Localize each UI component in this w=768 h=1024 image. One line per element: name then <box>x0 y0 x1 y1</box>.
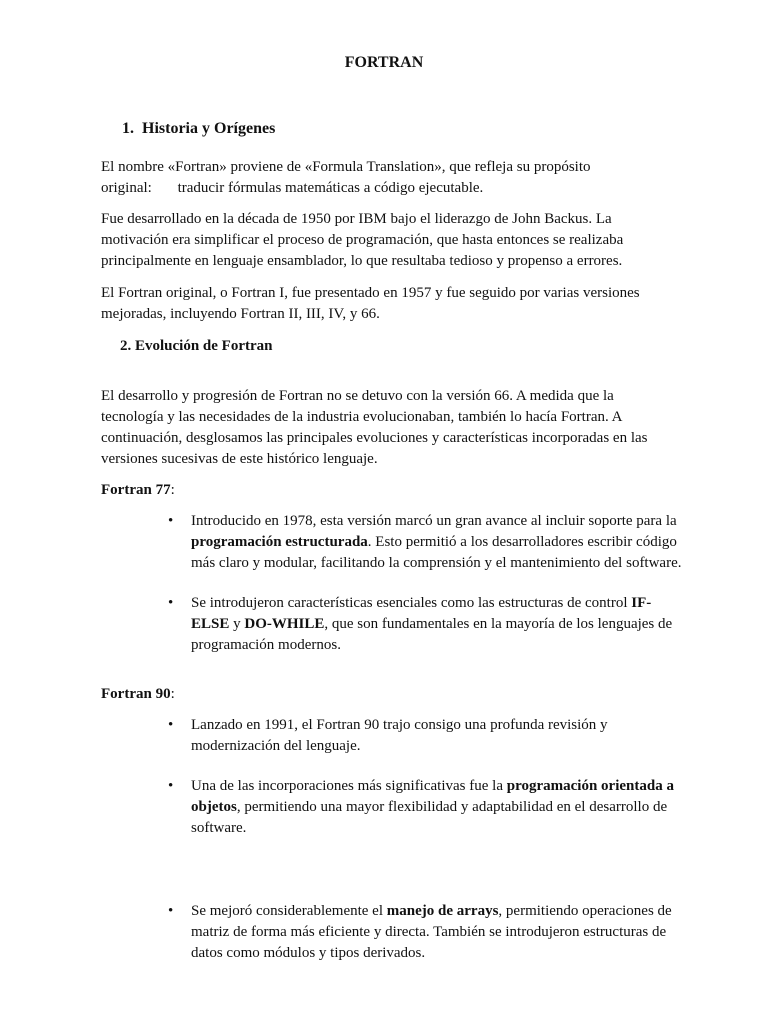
list-item-emphasis: manejo de arrays <box>386 903 499 919</box>
paragraph-origin-text-b: traducir fórmulas matemáticas a código ejecutable. <box>177 180 484 196</box>
list-item <box>168 593 683 656</box>
section-1-number: 1. <box>122 120 134 137</box>
list-item-emphasis: DO-WHILE <box>244 616 325 632</box>
paragraph-evolution-intro: El desarrollo y progresión de Fortran no se detuvo con la versión 66. A medida que la tecnología y las necesidades de la industria evolucionaban, también lo hacía Fortran. A continuación, desglosamos las principales evoluciones y características incorporadas en las versiones sucesivas de este histórico lenguaje. <box>101 388 648 467</box>
fortran-90-list <box>168 715 683 839</box>
list-item-text: Se mejoró considerablemente el <box>191 903 387 919</box>
paragraph-fortran-i: El Fortran original, o Fortran I, fue presentado en 1957 y fue seguido por varias versiones mejoradas, incluyendo Fortran II, III, IV, y 66. <box>101 285 640 322</box>
paragraph-origin-text-a: El nombre «Fortran» proviene de «Formula Translation», que refleja su propósito original: <box>101 159 591 196</box>
fortran-77-list <box>168 511 683 656</box>
list-item-text: Introducido en 1978, esta versión marcó un gran avance al incluir soporte para la <box>191 513 677 529</box>
list-item-emphasis: programación orientada a objetos <box>191 778 674 815</box>
fortran-90-label-text: Fortran 90 <box>101 686 171 702</box>
list-item-emphasis: programación estructurada <box>191 534 368 550</box>
fortran-77-colon: : <box>170 482 175 498</box>
list-item-text: , permitiendo operaciones de matriz de forma más eficiente y directa. También se introdujeron estructuras de datos como módulos y tipos derivados. <box>191 903 672 961</box>
fortran-77-label-text: Fortran 77 <box>101 482 171 498</box>
list-item-text: y <box>229 616 245 632</box>
fortran-77-label <box>101 480 175 501</box>
list-item-text: Lanzado en 1991, el Fortran 90 trajo consigo una profunda revisión y modernización del lenguaje. <box>191 717 608 754</box>
list-item <box>168 511 683 574</box>
fortran-90-list-continued <box>168 901 683 964</box>
section-2-heading: 2. Evolución de Fortran <box>120 338 273 354</box>
fortran-90-colon: : <box>170 686 175 702</box>
list-item-text: , que son fundamentales en la mayoría de los lenguajes de programación modernos. <box>191 616 673 653</box>
section-1-heading <box>122 118 275 139</box>
list-item <box>168 901 683 964</box>
list-item <box>168 776 683 839</box>
list-item <box>168 715 683 757</box>
paragraph-origin <box>101 157 641 199</box>
paragraph-development: Fue desarrollado en la década de 1950 por IBM bajo el liderazgo de John Backus. La motivación era simplificar el proceso de programación, que hasta entonces se realizaba principalmente en lenguaje ensamblador, lo que resultaba tedioso y propenso a errores. <box>101 211 624 269</box>
fortran-90-label <box>101 684 175 705</box>
list-item-text: Una de las incorporaciones más significativas fue la <box>191 778 507 794</box>
list-item-text: , permitiendo una mayor flexibilidad y adaptabilidad en el desarrollo de software. <box>191 799 668 836</box>
section-1-title: Historia y Orígenes <box>142 120 276 137</box>
document-title: FORTRAN <box>344 54 424 71</box>
list-item-text: . Esto permitió a los desarrolladores escribir código más claro y modular, facilitando la comprensión y el mantenimiento del software. <box>191 534 682 571</box>
list-item-emphasis: IF-ELSE <box>191 595 652 632</box>
list-item-text: Se introdujeron características esenciales como las estructuras de control <box>191 595 632 611</box>
